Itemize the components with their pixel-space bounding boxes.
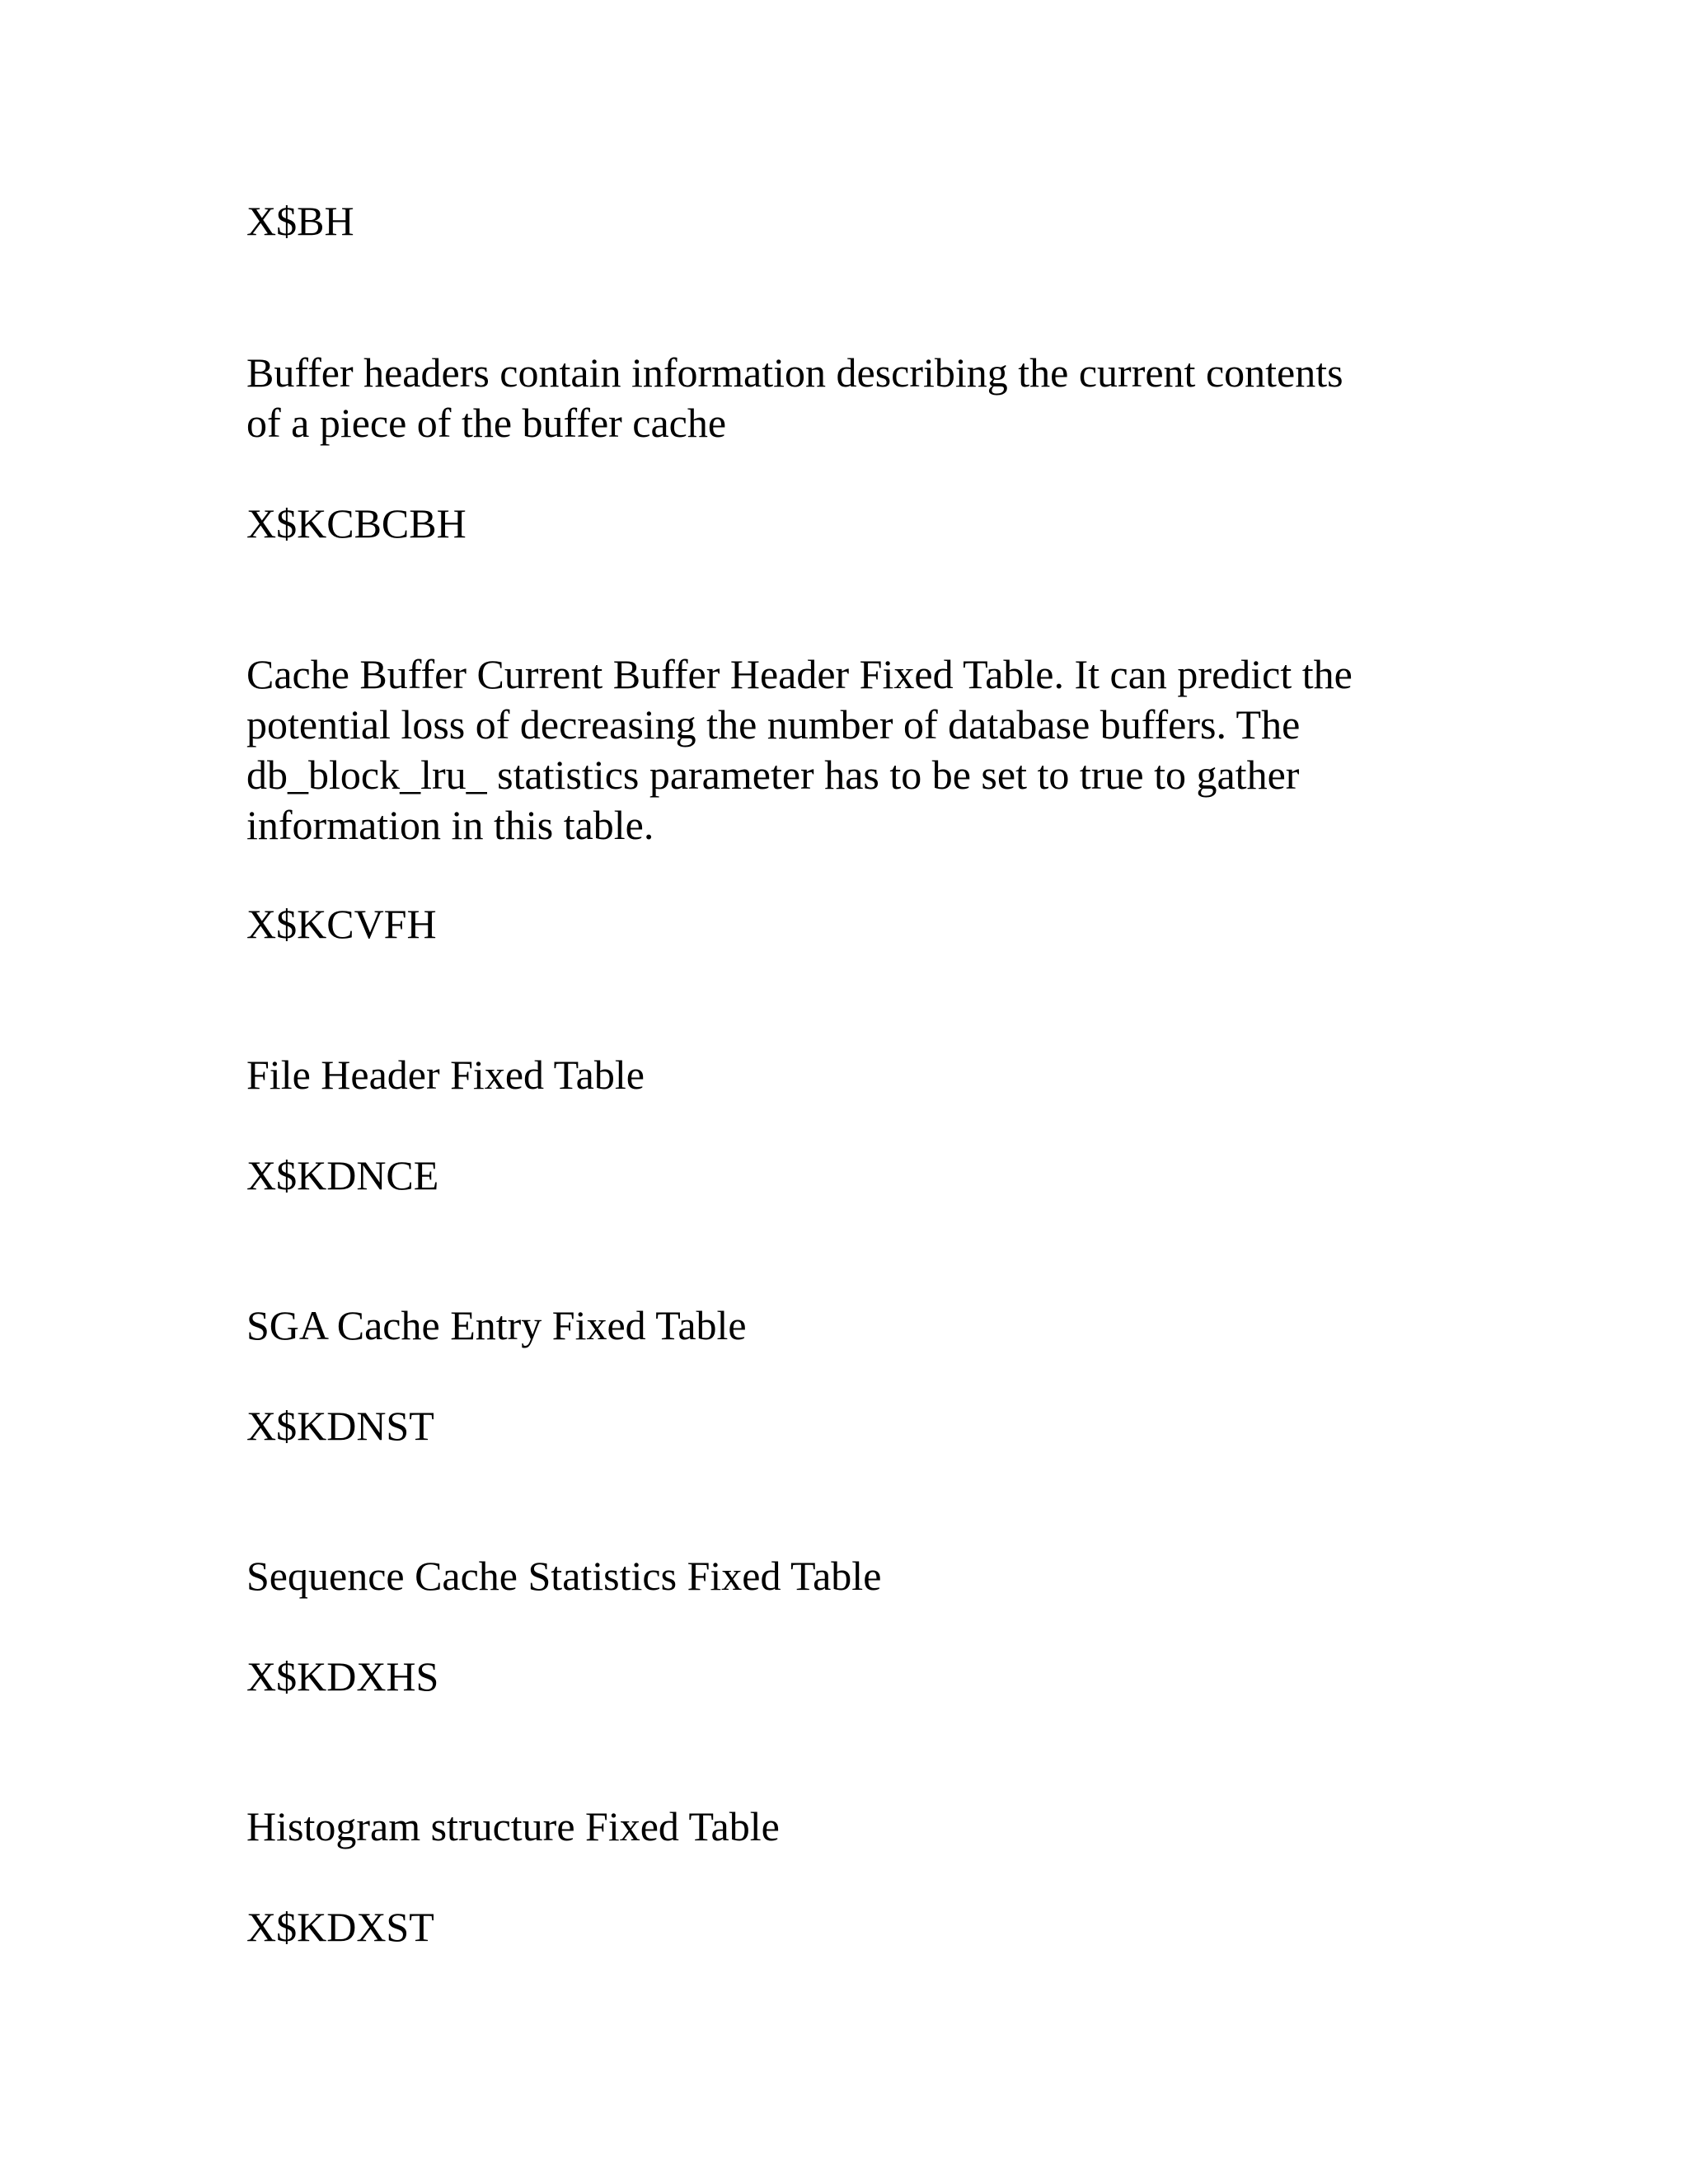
description-line: potential loss of decreasing the number of database buffers. The	[246, 701, 1301, 748]
description-line: Sequence Cache Statistics Fixed Table	[246, 1553, 882, 1599]
description-line: File Header Fixed Table	[246, 1052, 645, 1098]
description-line: of a piece of the buffer cache	[246, 400, 727, 446]
table-name-xbh: X$BH	[246, 198, 354, 244]
description-line: SGA Cache Entry Fixed Table	[246, 1302, 747, 1348]
table-name-xkcvfh: X$KCVFH	[246, 901, 437, 947]
description-line: information in this table.	[246, 802, 654, 848]
table-name-xkdxhs: X$KDXHS	[246, 1653, 439, 1699]
description-line: db_block_lru_ statistics parameter has to be set to true to gather	[246, 752, 1300, 798]
description-line: Histogram structure Fixed Table	[246, 1803, 780, 1849]
table-name-xkdnce: X$KDNCE	[246, 1152, 439, 1198]
table-name-xkcbcbh: X$KCBCBH	[246, 500, 467, 546]
table-name-xkdxst: X$KDXST	[246, 1904, 434, 1950]
description-line: Cache Buffer Current Buffer Header Fixed Table. It can predict the	[246, 651, 1353, 697]
description-line: Buffer headers contain information describing the current contents	[246, 349, 1343, 396]
table-name-xkdnst: X$KDNST	[246, 1403, 434, 1449]
